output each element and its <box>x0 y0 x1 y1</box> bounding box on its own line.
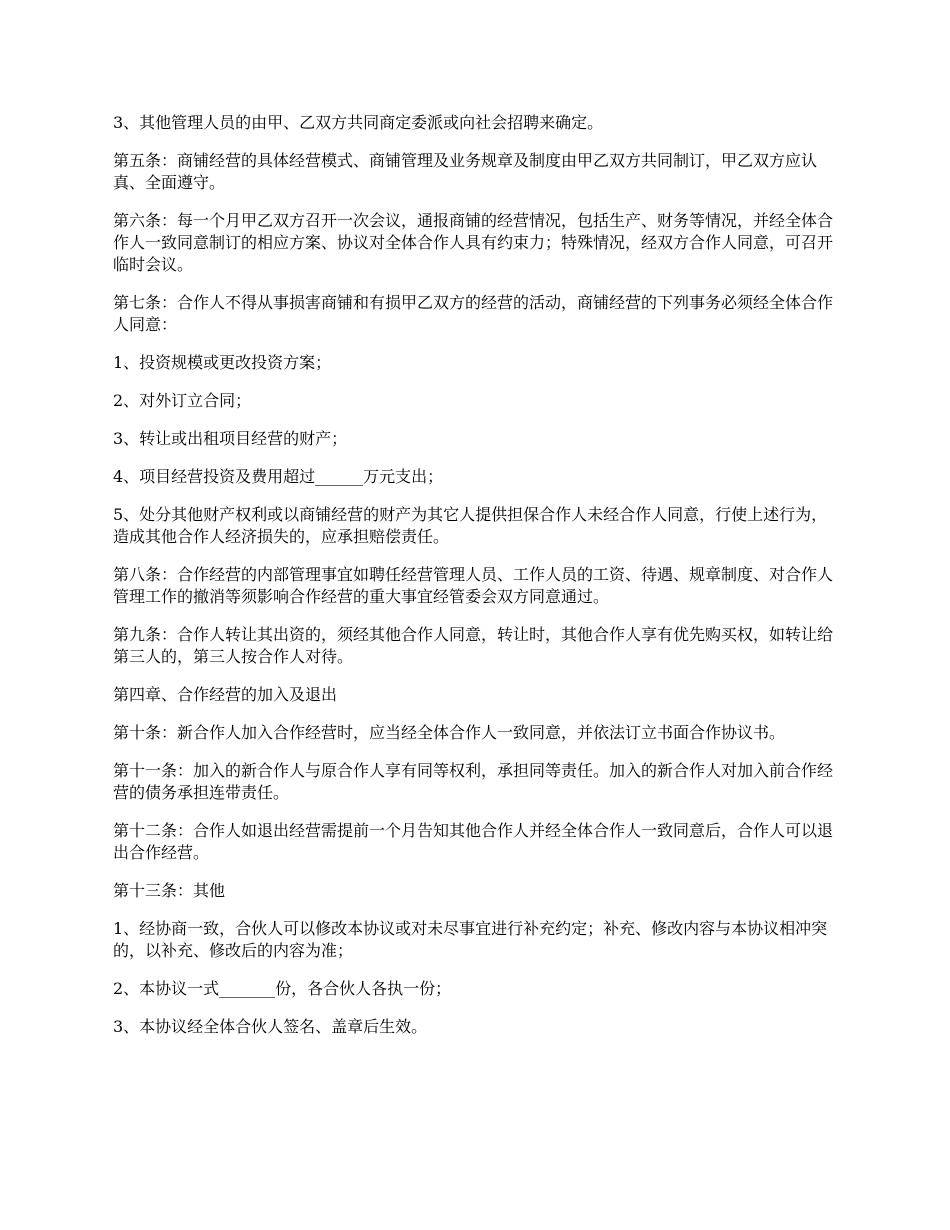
paragraph-article-9: 第九条：合作人转让其出资的，须经其他合作人同意，转让时，其他合作人享有优先购买权，如转让给第三人的，第三人按合作人对待。 <box>113 625 834 666</box>
paragraph-article-7: 第七条：合作人不得从事损害商铺和有损甲乙双方的经营的活动，商铺经营的下列事务必须经全体合作人同意： <box>113 293 834 334</box>
paragraph-article-8: 第八条：合作经营的内部管理事宜如聘任经营管理人员、工作人员的工资、待遇、规章制度、对合作人管理工作的撤消等须影响合作经营的重大事宜经管委会双方同意通过。 <box>113 565 834 606</box>
paragraph-other-item-3: 3、本协议经全体合伙人签名、盖章后生效。 <box>113 1017 428 1036</box>
paragraph-item-5-guarantee: 5、处分其他财产权利或以商铺经营的财产为其它人提供担保合作人未经合作人同意，行使上述行为，造成其他合作人经济损失的，应承担赔偿责任。 <box>113 505 828 546</box>
paragraph-clause-3-other-managers: 3、其他管理人员的由甲、乙双方共同商定委派或向社会招聘来确定。 <box>113 113 604 132</box>
chapter-4-heading: 第四章、合作经营的加入及退出 <box>113 685 338 704</box>
paragraph-other-item-2: 2、本协议一式_______份，各合伙人各执一份； <box>113 979 452 998</box>
paragraph-article-10: 第十条：新合作人加入合作经营时，应当经全体合作人一致同意，并依法订立书面合作协议书。 <box>113 723 786 742</box>
paragraph-article-12: 第十二条：合作人如退出经营需提前一个月告知其他合作人并经全体合作人一致同意后，合作人可以退出合作经营。 <box>113 821 834 862</box>
paragraph-item-1-investment: 1、投资规模或更改投资方案； <box>113 353 332 372</box>
paragraph-article-6: 第六条：每一个月甲乙双方召开一次会议，通报商铺的经营情况，包括生产、财务等情况，并经全体合作人一致同意制订的相应方案、协议对全体合作人具有约束力；特殊情况，经双方合作人同意，可召开临时会议。 <box>113 211 834 274</box>
paragraph-article-5: 第五条：商铺经营的具体经营模式、商铺管理及业务规章及制度由甲乙双方共同制订，甲乙双方应认真、全面遵守。 <box>113 151 818 192</box>
paragraph-item-2-contracts: 2、对外订立合同； <box>113 391 252 410</box>
paragraph-other-item-1: 1、经协商一致，合伙人可以修改本协议或对未尽事宜进行补充约定；补充、修改内容与本协议相冲突的，以补充、修改后的内容为准； <box>113 919 828 960</box>
paragraph-item-4-expense-limit: 4、项目经营投资及费用超过______万元支出； <box>113 467 444 486</box>
paragraph-article-11: 第十一条：加入的新合作人与原合作人享有同等权利，承担同等责任。加入的新合作人对加入前合作经营的债务承担连带责任。 <box>113 761 834 802</box>
paragraph-item-3-transfer: 3、转让或出租项目经营的财产； <box>113 429 348 448</box>
paragraph-article-13: 第十三条：其他 <box>113 881 226 900</box>
